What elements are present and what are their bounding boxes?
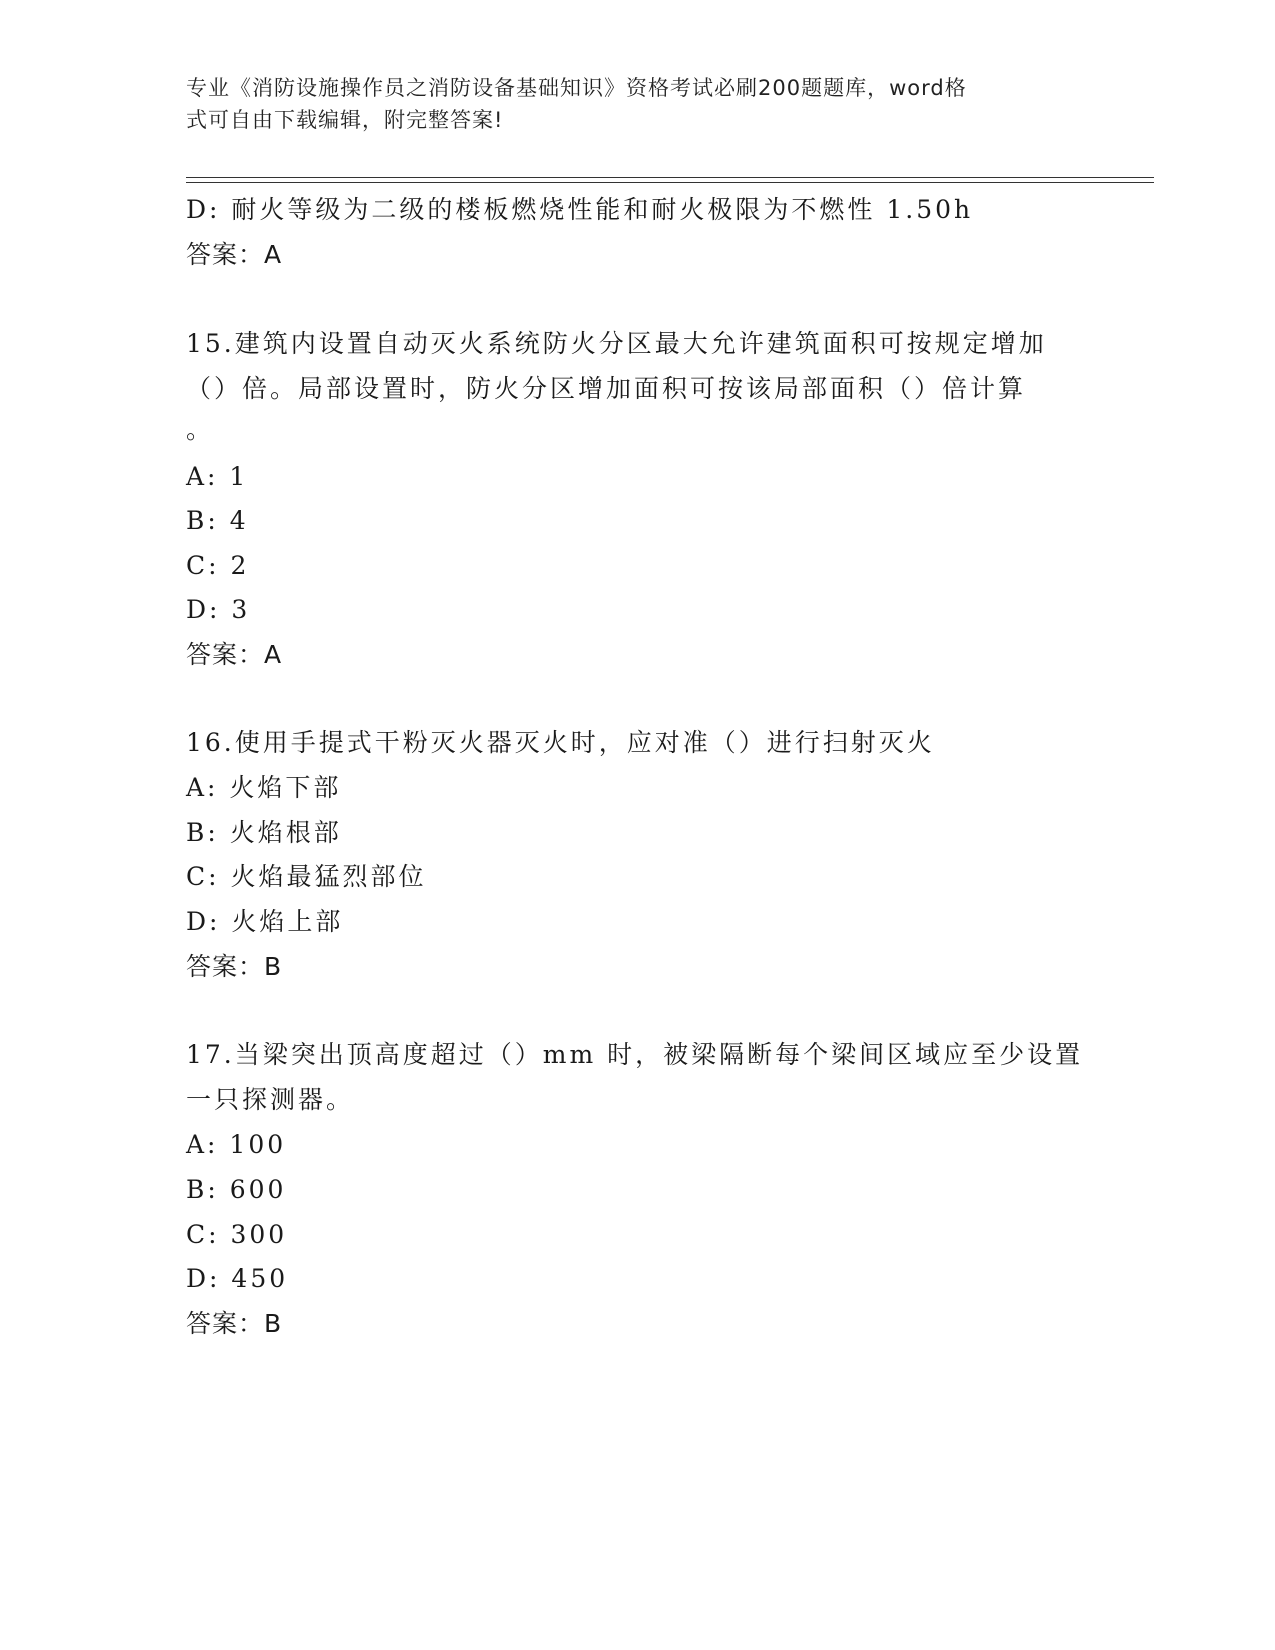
q14-answer: 答案：A [186,240,283,269]
q15-option-a: A: 1 [186,462,249,491]
q14-option-d: D: 耐火等级为二级的楼板燃烧性能和耐火极限为不燃性 1.50h [186,195,974,224]
q17-option-d: D: 450 [186,1264,289,1293]
header-rule-bottom [186,182,1154,183]
header-line-2: 式可自由下载编辑，附完整答案! [186,108,504,132]
q15-option-b: B: 4 [186,506,249,535]
q15-stem-line-1: 15.建筑内设置自动灭火系统防火分区最大允许建筑面积可按规定增加 [186,329,1047,358]
q17-option-a: A: 100 [186,1130,287,1159]
q15-stem-line-3: 。 [186,415,215,444]
q15-option-d: D: 3 [186,595,251,624]
q15-answer: 答案：A [186,640,283,669]
q17-option-c: C: 300 [186,1220,288,1249]
header-line-1: 专业《消防设施操作员之消防设备基础知识》资格考试必刷200题题库，word格 [186,76,967,100]
header-rule-top [186,177,1154,178]
q17-option-b: B: 600 [186,1175,287,1204]
q17-answer: 答案：B [186,1309,283,1338]
q16-option-c: C: 火焰最猛烈部位 [186,862,427,891]
q16-answer: 答案：B [186,952,283,981]
q17-stem-line-1: 17.当梁突出顶高度超过（）mm 时，被梁隔断每个梁间区域应至少设置 [186,1040,1084,1069]
q15-stem-line-2: （）倍。局部设置时，防火分区增加面积可按该局部面积（）倍计算 [186,374,1027,403]
q16-stem-line-1: 16.使用手提式干粉灭火器灭火时，应对准（）进行扫射灭火 [186,728,935,757]
q15-option-c: C: 2 [186,551,250,580]
q16-option-a: A: 火焰下部 [186,773,342,802]
q16-option-d: D: 火焰上部 [186,907,344,936]
q16-option-b: B: 火焰根部 [186,818,342,847]
document-header [186,72,1056,136]
q17-stem-line-2: 一只探测器。 [186,1085,355,1114]
